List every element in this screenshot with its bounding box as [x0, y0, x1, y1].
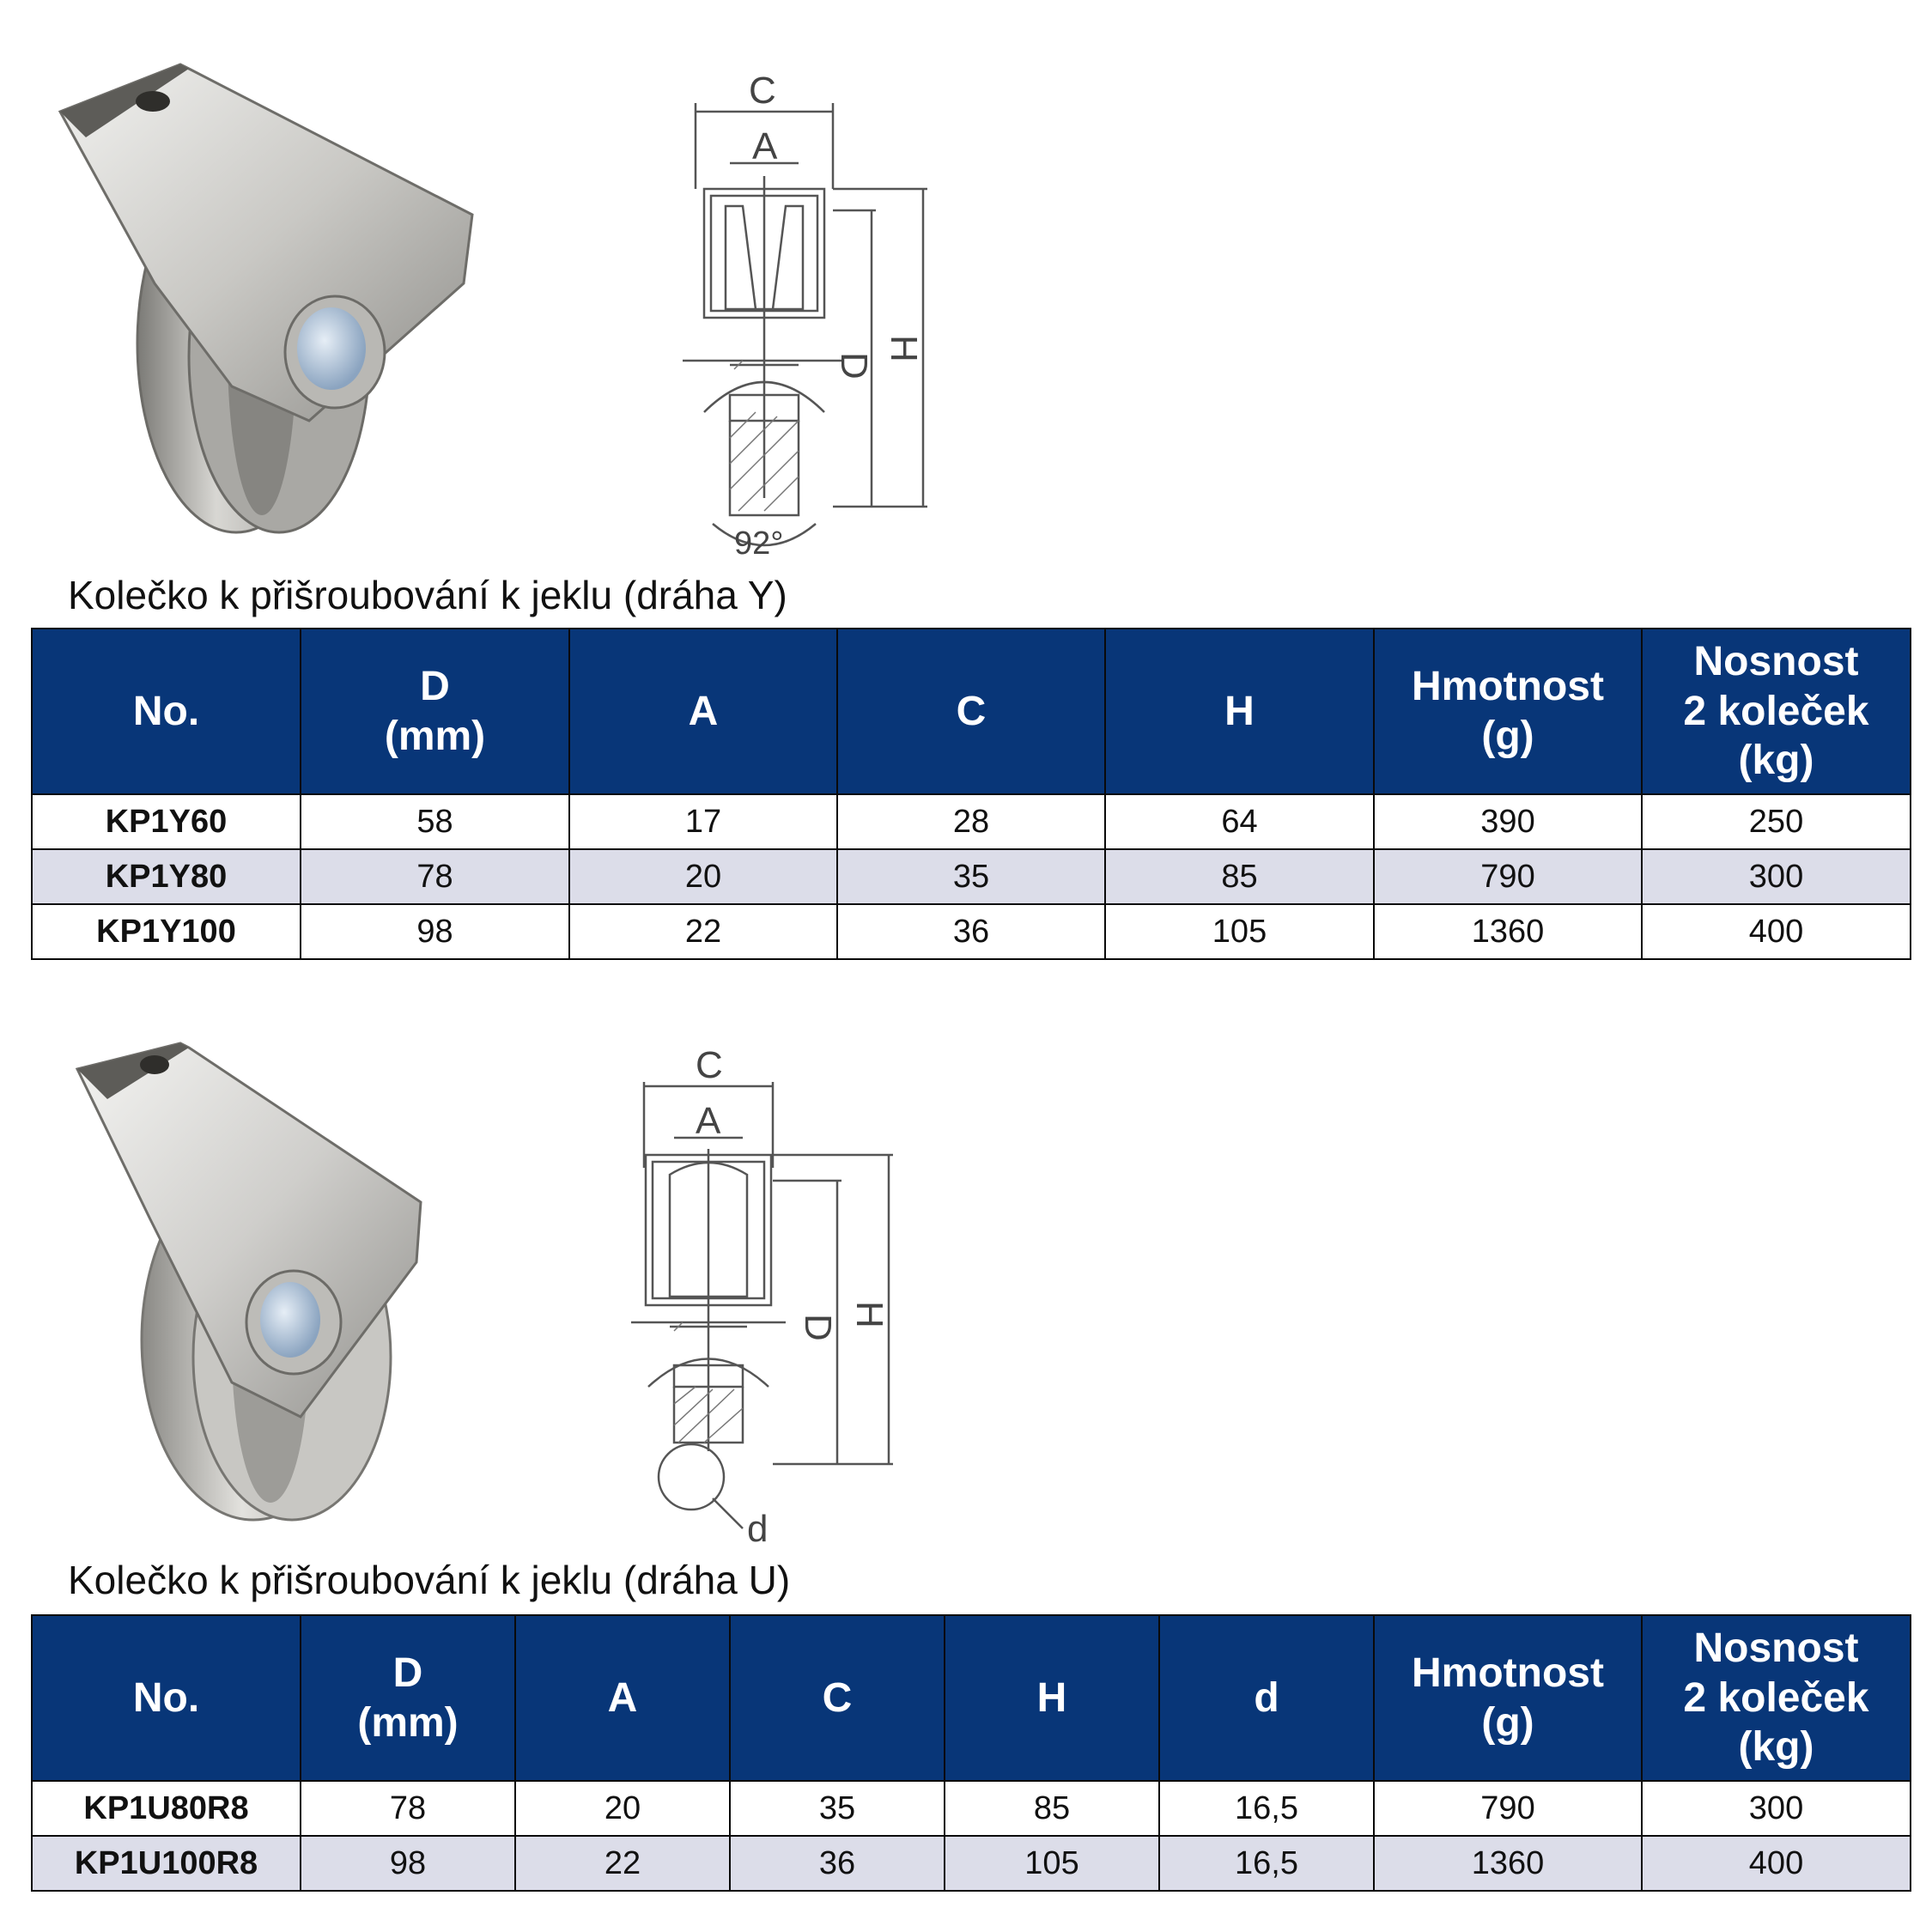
drawing-y-label-d: D	[833, 352, 875, 380]
cell-capacity: 250	[1642, 794, 1911, 849]
cell-capacity: 400	[1642, 1836, 1911, 1891]
cell-a: 20	[515, 1781, 730, 1836]
cell-h: 85	[1105, 849, 1374, 904]
cell-no: KP1U100R8	[32, 1836, 301, 1891]
cell-weight: 1360	[1374, 904, 1642, 959]
cell-weight: 790	[1374, 1781, 1642, 1836]
col-header-no: No.	[32, 1615, 301, 1781]
table-header-row	[32, 629, 1911, 794]
cell-c: 35	[730, 1781, 945, 1836]
wheel-y-photo	[52, 60, 481, 541]
wheel-u-drawing	[627, 1048, 902, 1546]
wheel-u-photo	[69, 1039, 438, 1528]
drawing-u-label-small-d: d	[747, 1508, 769, 1546]
section-y-caption: Kolečko k přišroubování k jeklu (dráha Y)	[68, 573, 787, 617]
cell-capacity: 300	[1642, 1781, 1911, 1836]
cell-no: KP1Y80	[32, 849, 301, 904]
col-header-a: A	[515, 1615, 730, 1781]
cell-weight: 390	[1374, 794, 1642, 849]
col-header-c: C	[837, 629, 1105, 794]
table-header-row	[32, 1615, 1911, 1781]
drawing-u-label-d: D	[797, 1314, 839, 1341]
cell-a: 22	[515, 1836, 730, 1891]
drawing-u-label-c: C	[696, 1048, 723, 1086]
cell-a: 20	[569, 849, 837, 904]
drawing-u-label-h: H	[848, 1301, 890, 1328]
col-header-h: H	[945, 1615, 1159, 1781]
col-header-capacity: Nosnost 2 koleček (kg)	[1642, 1615, 1911, 1781]
cell-no: KP1Y60	[32, 794, 301, 849]
cell-a: 22	[569, 904, 837, 959]
cell-h: 105	[945, 1836, 1159, 1891]
col-header-h: H	[1105, 629, 1374, 794]
col-header-capacity: Nosnost 2 koleček (kg)	[1642, 629, 1911, 794]
cell-d: 98	[301, 904, 569, 959]
col-header-weight: Hmotnost (g)	[1374, 629, 1642, 794]
cell-h: 85	[945, 1781, 1159, 1836]
cell-small-d: 16,5	[1159, 1836, 1374, 1891]
cell-weight: 1360	[1374, 1836, 1642, 1891]
drawing-y-label-angle: 92°	[734, 526, 784, 558]
cell-no: KP1Y100	[32, 904, 301, 959]
section-u-caption: Kolečko k přišroubování k jeklu (dráha U)	[68, 1558, 791, 1602]
drawing-y-label-h: H	[883, 335, 925, 362]
col-header-d: D (mm)	[301, 629, 569, 794]
cell-h: 105	[1105, 904, 1374, 959]
cell-d: 78	[301, 849, 569, 904]
cell-h: 64	[1105, 794, 1374, 849]
cell-capacity: 300	[1642, 849, 1911, 904]
table-row	[32, 794, 1911, 849]
col-header-d: D (mm)	[301, 1615, 515, 1781]
table-row	[32, 1836, 1911, 1891]
cell-weight: 790	[1374, 849, 1642, 904]
cell-d: 58	[301, 794, 569, 849]
col-header-c: C	[730, 1615, 945, 1781]
drawing-u-label-a: A	[696, 1100, 721, 1142]
cell-capacity: 400	[1642, 904, 1911, 959]
cell-d: 98	[301, 1836, 515, 1891]
cell-c: 28	[837, 794, 1105, 849]
wheel-y-drawing	[678, 69, 936, 558]
cell-no: KP1U80R8	[32, 1781, 301, 1836]
table-row	[32, 1781, 1911, 1836]
col-header-small-d: d	[1159, 1615, 1374, 1781]
cell-a: 17	[569, 794, 837, 849]
table-row	[32, 849, 1911, 904]
col-header-a: A	[569, 629, 837, 794]
col-header-no: No.	[32, 629, 301, 794]
spec-table-u	[31, 1614, 1911, 1892]
cell-c: 36	[730, 1836, 945, 1891]
cell-c: 36	[837, 904, 1105, 959]
cell-c: 35	[837, 849, 1105, 904]
spec-table-y	[31, 628, 1911, 960]
drawing-y-label-a: A	[752, 125, 778, 167]
cell-d: 78	[301, 1781, 515, 1836]
drawing-y-label-c: C	[749, 70, 776, 112]
table-row	[32, 904, 1911, 959]
cell-small-d: 16,5	[1159, 1781, 1374, 1836]
col-header-weight: Hmotnost (g)	[1374, 1615, 1642, 1781]
